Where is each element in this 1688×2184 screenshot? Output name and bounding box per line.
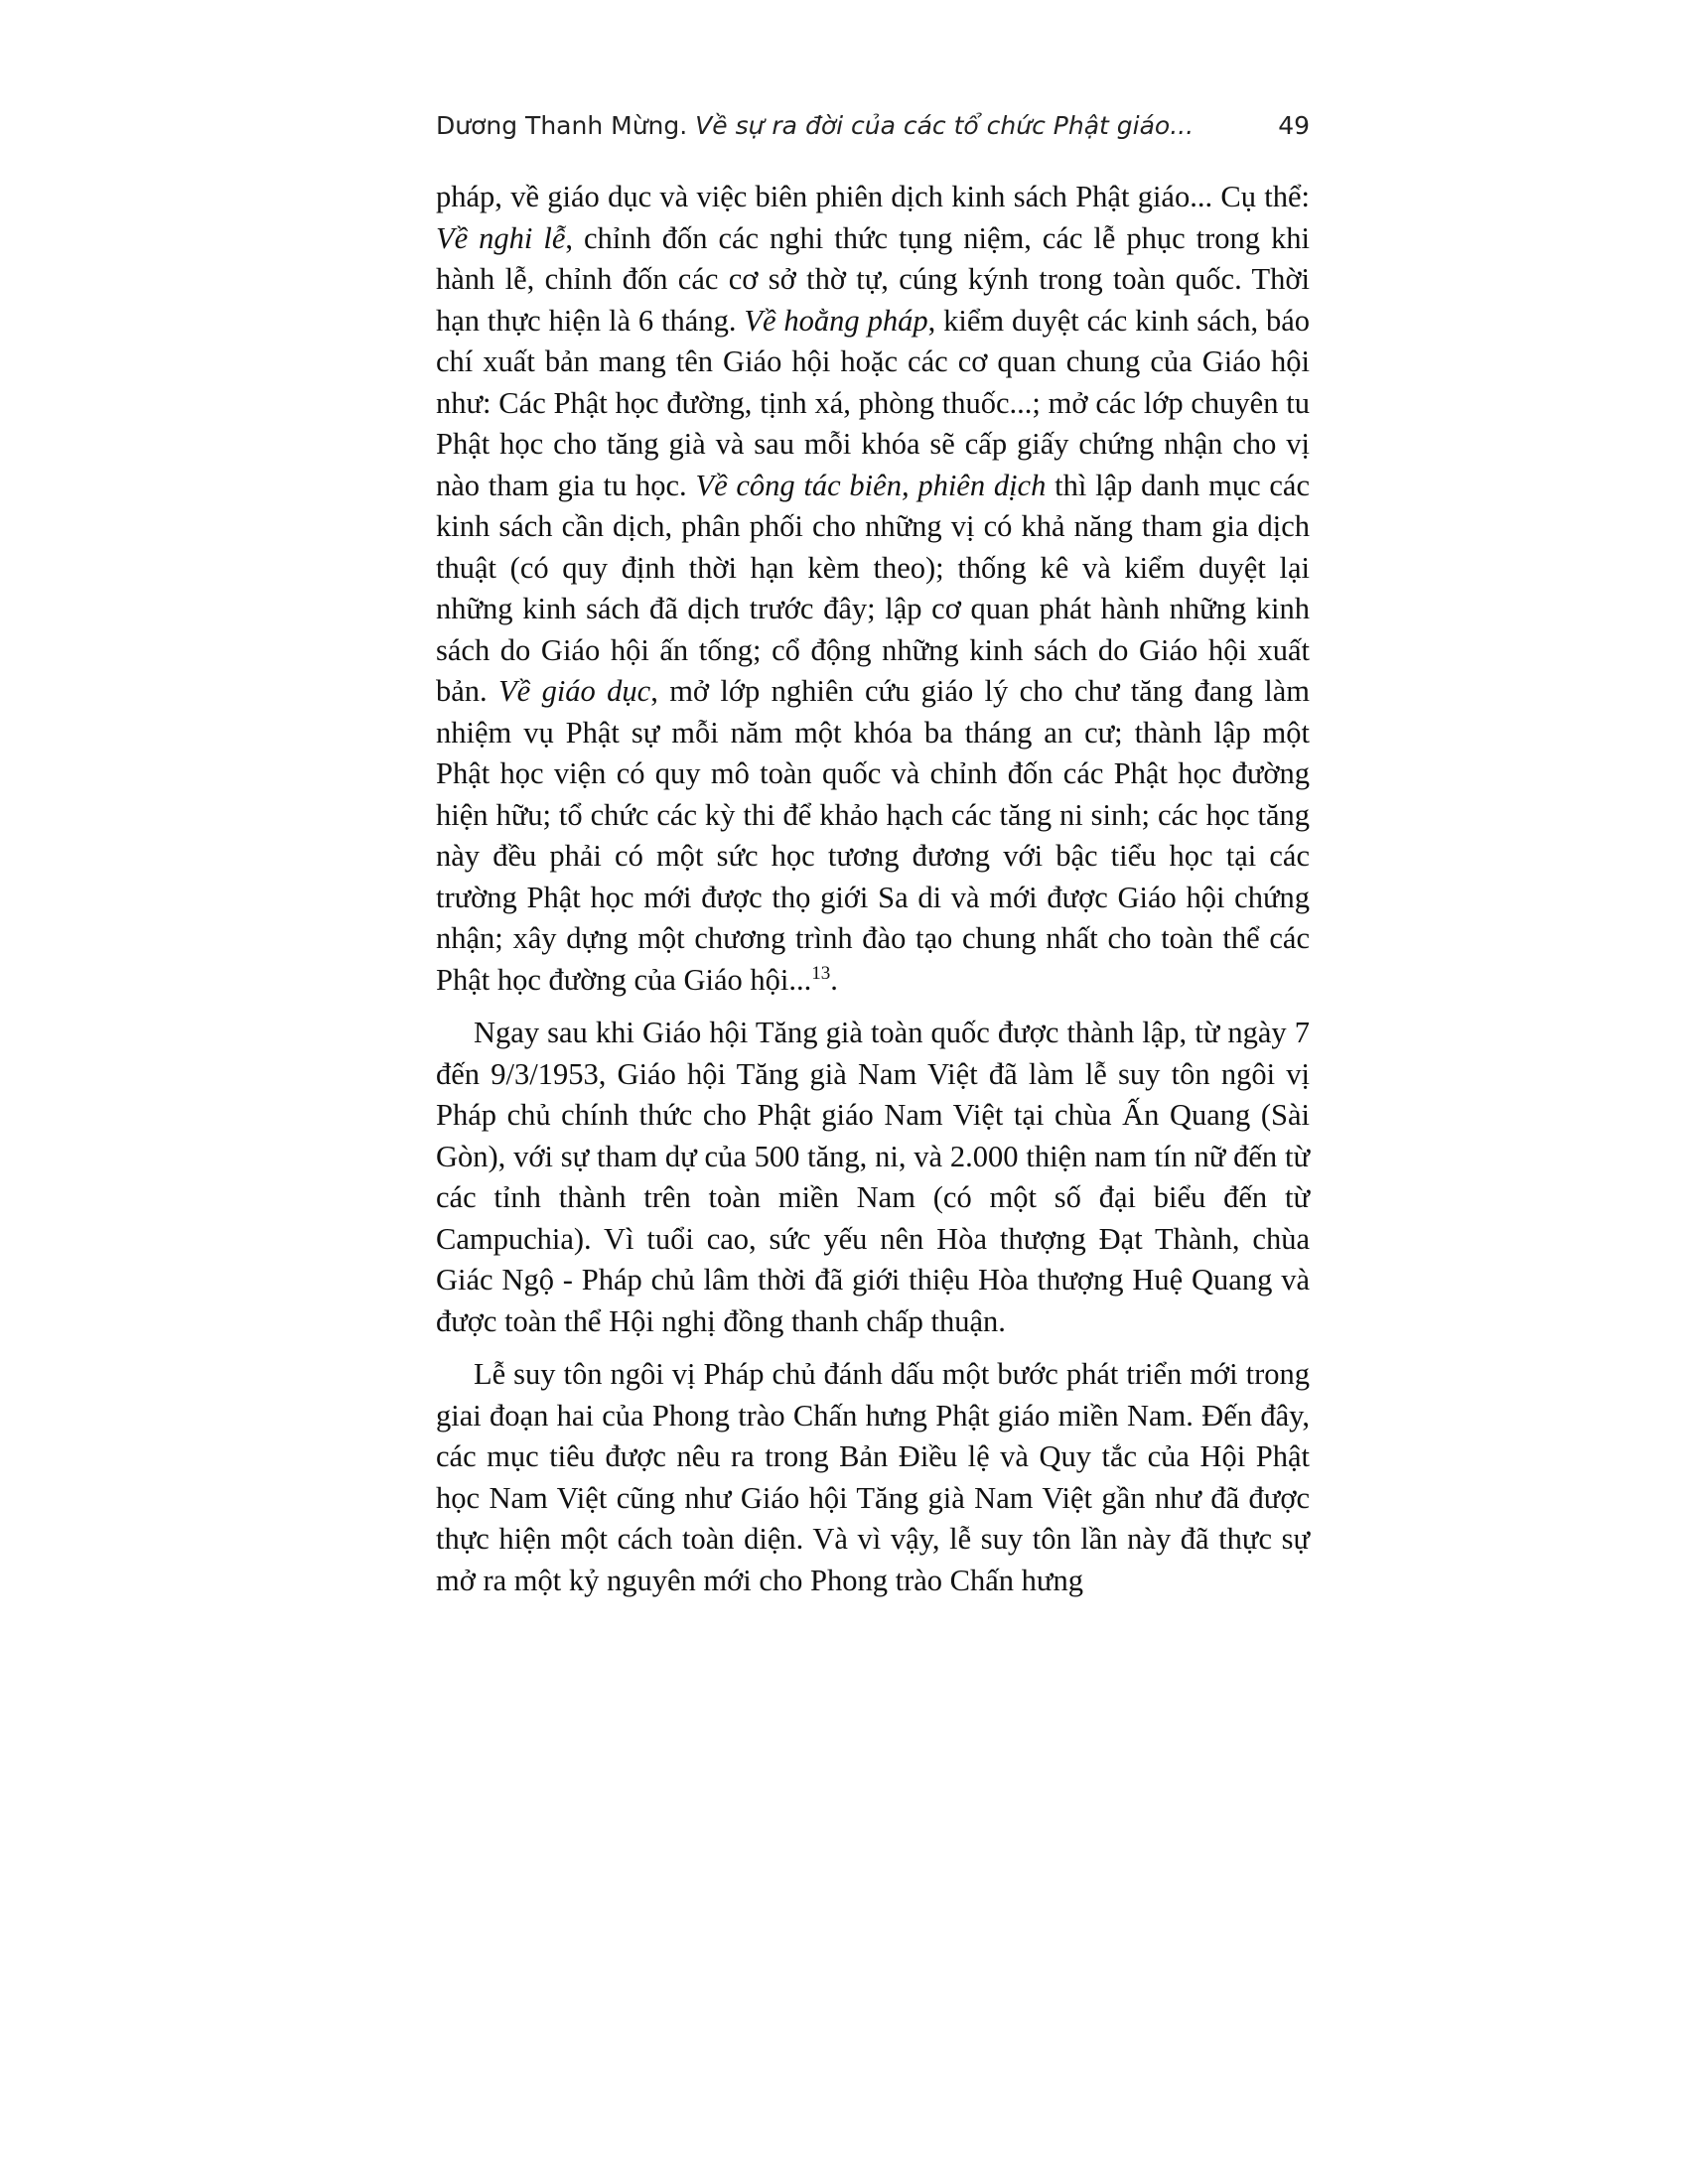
text-run: , mở lớp nghiên cứu giáo lý cho chư tăng đang làm nhiệm vụ Phật sự mỗi năm một khóa ba tháng an cư; thành lập một Phật học viện có quy mô toàn quốc và chỉnh đốn các Phật học đường hiện hữu; tổ chức các kỳ thi để khảo hạch các tăng ni sinh; các học tăng này đều phải có một sức học tương đương với bậc tiểu học tại các trường Phật học mới được thọ giới Sa di và mới được Giáo hội chứng nhận; xây dựng một chương trình đào tạo chung nhất cho toàn thể các Phật học đường của Giáo hội... xyxy=(436,674,1310,997)
text-run: , chỉnh đốn các nghi thức tụng niệm, các lễ phục trong khi hành lễ, chỉnh đốn các cơ sở thờ tự, cúng kýnh trong toàn quốc. Thời hạn thực hiện là 6 tháng. xyxy=(436,220,1310,338)
text-run: pháp, về giáo dục và việc biên phiên dịch kinh sách Phật giáo... Cụ thể: xyxy=(436,180,1310,213)
text-run: thì lập danh mục các kinh sách cần dịch, phân phối cho những vị có khả năng tham gia dịch thuật (có quy định thời hạn kèm theo); thống kê và kiểm duyệt lại những kinh sách đã dịch trước đây; lập cơ quan phát hành những kinh sách do Giáo hội ấn tống; cổ động những kinh sách do Giáo hội xuất bản. xyxy=(436,468,1310,708)
italic-heading-bien-phien-dich: Về công tác biên, phiên dịch xyxy=(695,468,1047,502)
header-author: Dương Thanh Mừng. xyxy=(436,111,696,140)
text-run: , kiểm duyệt các kinh sách, báo chí xuất bản mang tên Giáo hội hoặc các cơ quan chung của Giáo hội như: Các Phật học đường, tịnh xá, phòng thuốc...; mở các lớp chuyên tu Phật học cho tăng già và sau mỗi khóa sẽ cấp giấy chứng nhận cho vị nào tham gia tu học. xyxy=(436,303,1310,502)
running-header xyxy=(436,104,1310,148)
paragraph-1 xyxy=(436,177,1310,1001)
paragraph-3: Lễ suy tôn ngôi vị Pháp chủ đánh dấu một bước phát triển mới trong giai đoạn hai của Phong trào Chấn hưng Phật giáo miền Nam. Đến đây, các mục tiêu được nêu ra trong Bản Điều lệ và Quy tắc của Hội Phật học Nam Việt cũng như Giáo hội Tăng già Nam Việt gần như đã được thực hiện một cách toàn diện. Và vì vậy, lễ suy tôn lần này đã thực sự mở ra một kỷ nguyên mới cho Phong trào Chấn hưng xyxy=(436,1357,1310,1597)
italic-heading-giao-duc: Về giáo dục xyxy=(498,674,651,708)
header-title: Về sự ra đời của các tổ chức Phật giáo... xyxy=(695,111,1195,140)
italic-heading-hoang-phap: Về hoằng pháp xyxy=(744,303,928,338)
text-run: . xyxy=(830,962,838,997)
italic-heading-nghi-le: Về nghi lễ xyxy=(436,220,566,255)
page-number: 49 xyxy=(1278,111,1310,140)
body-text xyxy=(436,177,1310,1613)
footnote-reference: 13 xyxy=(811,962,831,984)
paragraph-2: Ngay sau khi Giáo hội Tăng già toàn quốc được thành lập, từ ngày 7 đến 9/3/1953, Giáo hội Tăng già Nam Việt đã làm lễ suy tôn ngôi vị Pháp chủ chính thức cho Phật giáo Nam Việt tại chùa Ấn Quang (Sài Gòn), với sự tham dự của 500 tăng, ni, và 2.000 thiện nam tín nữ đến từ các tỉnh thành trên toàn miền Nam (có một số đại biểu đến từ Campuchia). Vì tuổi cao, sức yếu nên Hòa thượng Đạt Thành, chùa Giác Ngộ - Pháp chủ lâm thời đã giới thiệu Hòa thượng Huệ Quang và được toàn thể Hội nghị đồng thanh chấp thuận. xyxy=(436,1016,1310,1338)
